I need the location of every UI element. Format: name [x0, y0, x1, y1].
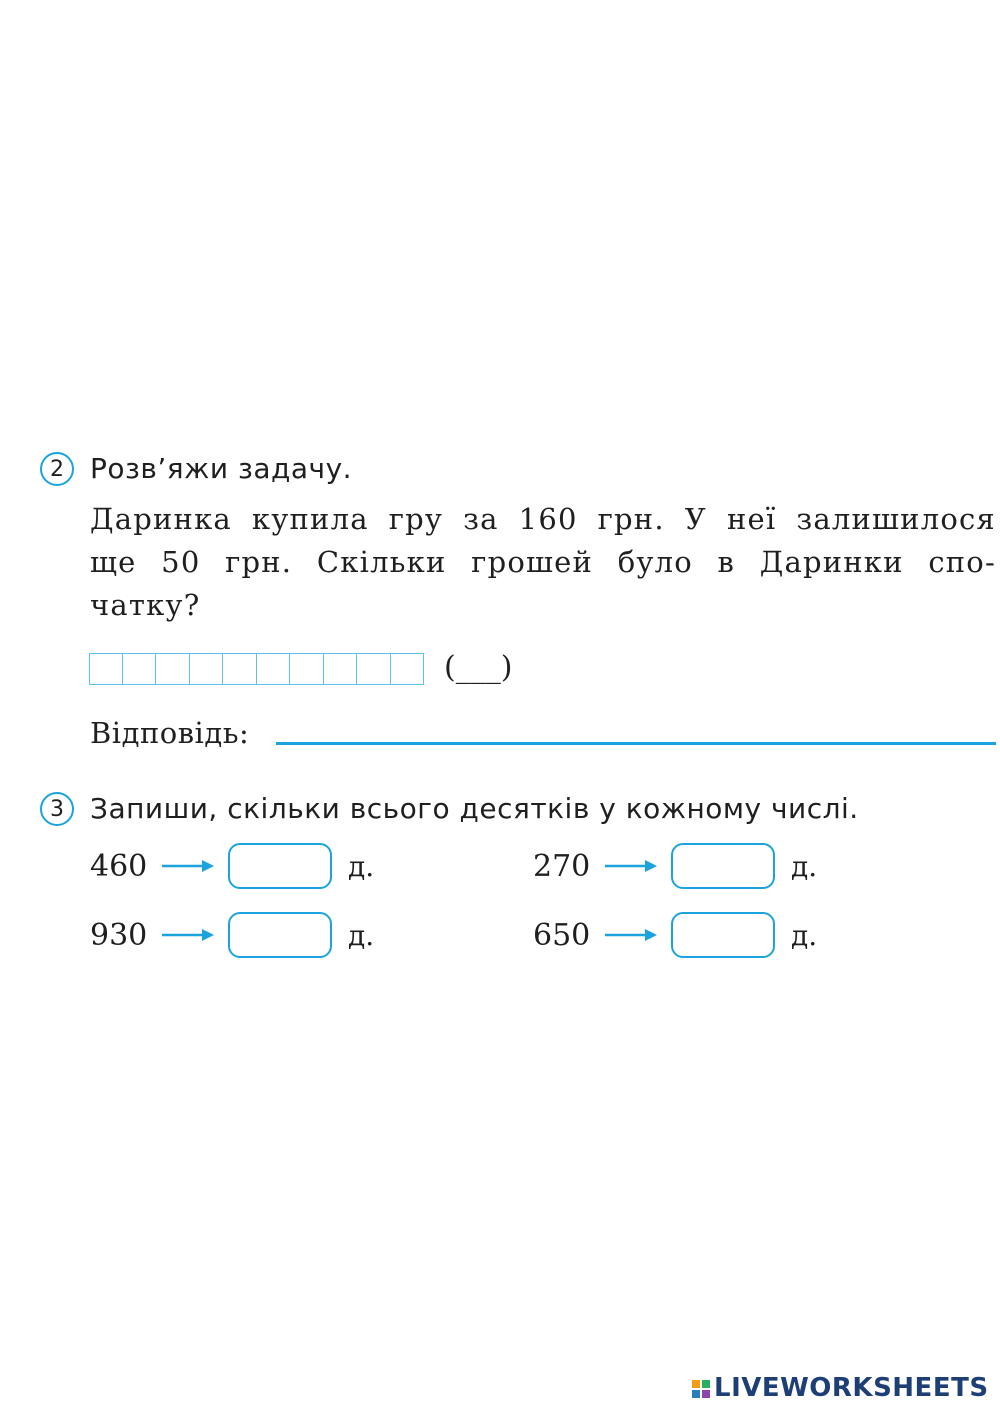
tens-item-4	[533, 912, 817, 958]
grid-cell[interactable]	[223, 653, 257, 685]
problem-line-1	[90, 502, 996, 536]
grid-cell[interactable]	[290, 653, 324, 685]
problem-word: Даринки	[759, 545, 904, 579]
unit-label: д.	[791, 849, 818, 883]
grid-cell[interactable]	[190, 653, 224, 685]
problem-word: за	[463, 502, 499, 536]
problem-word: Скільки	[316, 545, 447, 579]
tens-answer-box[interactable]	[228, 912, 332, 958]
tens-item-1	[90, 843, 374, 889]
unit-label: д.	[791, 918, 818, 952]
problem-word: грн.	[597, 502, 665, 536]
answer-input-line[interactable]	[276, 742, 996, 745]
problem-word: 160	[518, 502, 578, 536]
problem-word: купила	[251, 502, 369, 536]
answer-label: Відповідь:	[90, 716, 250, 750]
unit-parens-field[interactable]: (___)	[444, 650, 513, 685]
tens-answer-box[interactable]	[671, 912, 775, 958]
problem-word: Даринка	[90, 502, 232, 536]
item-number: 270	[533, 848, 591, 884]
task-2-number-badge	[40, 452, 74, 486]
grid-cell[interactable]	[89, 653, 123, 685]
grid-cell[interactable]	[123, 653, 157, 685]
problem-word: було	[617, 545, 693, 579]
arrow-right-icon	[162, 928, 214, 942]
task-3-title: Запиши, скільки всього десятків у кожному числі.	[90, 792, 859, 825]
problem-word: в	[717, 545, 736, 579]
item-number: 650	[533, 917, 591, 953]
arrow-right-icon	[605, 928, 657, 942]
task-3-number-badge	[40, 792, 74, 826]
problem-word: 50	[161, 545, 201, 579]
solution-grid[interactable]	[89, 653, 424, 685]
tens-answer-box[interactable]	[671, 843, 775, 889]
problem-word: спо-	[928, 545, 996, 579]
unit-label: д.	[348, 849, 375, 883]
item-number: 460	[90, 848, 148, 884]
grid-cell[interactable]	[324, 653, 358, 685]
item-number: 930	[90, 917, 148, 953]
grid-cell[interactable]	[357, 653, 391, 685]
arrow-right-icon	[605, 859, 657, 873]
tens-answer-box[interactable]	[228, 843, 332, 889]
problem-word: ще	[90, 545, 137, 579]
arrow-right-icon	[162, 859, 214, 873]
problem-word: залишилося	[796, 502, 996, 536]
task-2-title: Розв’яжи задачу.	[90, 452, 353, 485]
grid-cell[interactable]	[391, 653, 425, 685]
task-2-number: 2	[50, 456, 64, 482]
problem-word: гру	[388, 502, 444, 536]
liveworksheets-logo-icon	[692, 1380, 710, 1398]
problem-line-3: чатку?	[90, 588, 201, 622]
tens-item-2	[533, 843, 817, 889]
brand-watermark	[692, 1373, 989, 1403]
problem-line-2	[90, 545, 996, 579]
problem-word: У	[684, 502, 707, 536]
problem-word: неї	[726, 502, 777, 536]
grid-cell[interactable]	[156, 653, 190, 685]
problem-word: грн.	[225, 545, 293, 579]
brand-name: LIVEWORKSHEETS	[714, 1373, 989, 1403]
task-3-number: 3	[50, 796, 64, 822]
unit-label: д.	[348, 918, 375, 952]
problem-word: грошей	[471, 545, 594, 579]
tens-item-3	[90, 912, 374, 958]
grid-cell[interactable]	[257, 653, 291, 685]
